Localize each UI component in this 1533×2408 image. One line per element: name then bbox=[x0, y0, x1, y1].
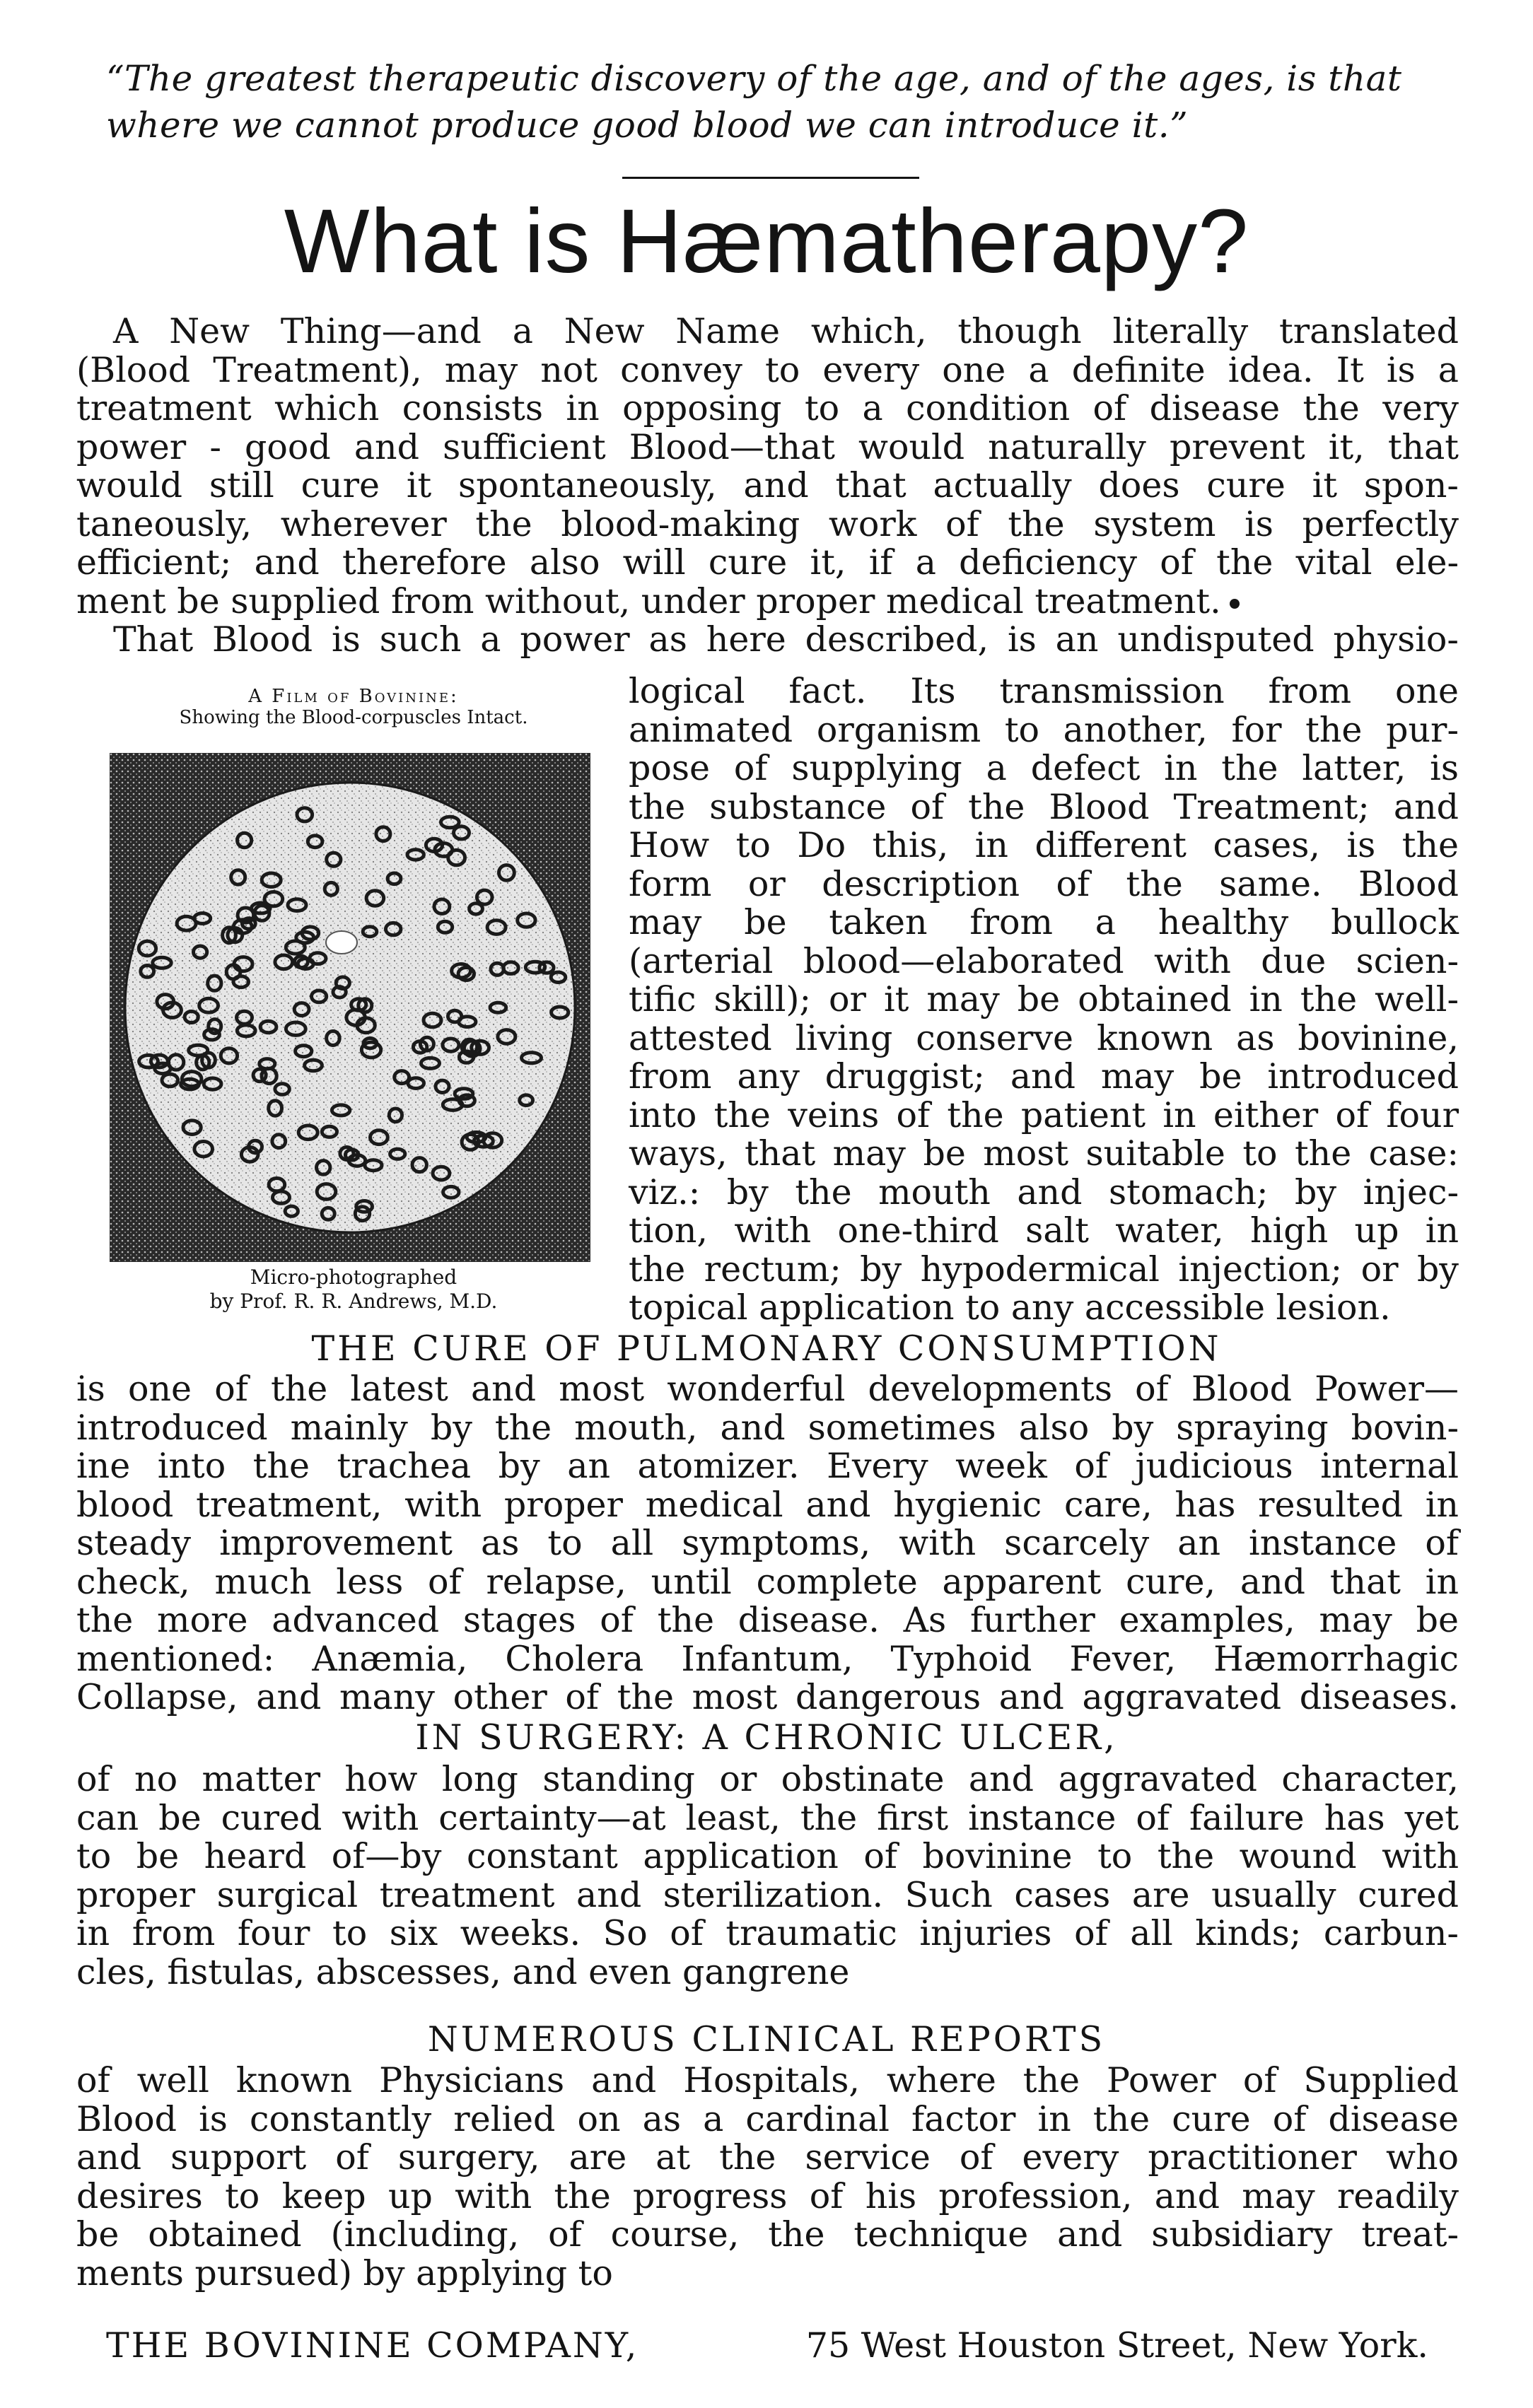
company-name: THE BOVININE COMPANY, bbox=[106, 2325, 639, 2366]
divider-rule bbox=[622, 177, 919, 179]
right-column-line: topical application to any accessible lesion. bbox=[629, 1287, 1391, 1328]
right-column-line: viz.: by the mouth and stomach; by injec- bbox=[629, 1171, 1459, 1212]
intro-line: A New Thing—and a New Name which, though literally translated bbox=[113, 311, 1459, 351]
intro-paragraph bbox=[76, 312, 1459, 660]
right-column-line: from any druggist; and may be introduced bbox=[629, 1056, 1459, 1097]
body-line: of no matter how long standing or obstinate and aggravated character, bbox=[76, 1759, 1459, 1799]
section-heading-reports: NUMEROUS CLINICAL REPORTS bbox=[427, 2019, 1106, 2059]
intro-line: (Blood Treatment), may not convey to every one a definite idea. It is a bbox=[76, 349, 1459, 390]
right-column-line: ways, that may be most suitable to the case: bbox=[629, 1133, 1459, 1174]
right-column-text bbox=[629, 672, 1459, 1328]
body-line: introduced mainly by the mouth, and sometimes also by spraying bovin- bbox=[76, 1407, 1459, 1448]
micrograph-illustration bbox=[110, 753, 590, 1262]
figure-credit bbox=[106, 1266, 601, 1314]
intro-line: taneously, wherever the blood-making work of the system is perfectly bbox=[76, 503, 1459, 544]
right-column-line: How to Do this, in different cases, is the bbox=[629, 825, 1459, 865]
intro-line: That Blood is such a power as here described, is an undisputed physio- bbox=[113, 619, 1459, 660]
intro-line: power - good and sufficient Blood—that would naturally prevent it, that bbox=[76, 426, 1459, 467]
quote-line-2: where we cannot produce good blood we can introduce it.” bbox=[106, 105, 1189, 146]
body-line: ine into the trachea by an atomizer. Every week of judicious internal bbox=[76, 1446, 1459, 1486]
body-line: proper surgical treatment and sterilization. Such cases are usually cured bbox=[76, 1874, 1459, 1915]
intro-line: treatment which consists in opposing to a condition of disease the very bbox=[76, 388, 1459, 428]
right-column-line: the rectum; by hypodermical injection; or by bbox=[629, 1249, 1459, 1290]
body-line: in from four to six weeks. So of traumatic injuries of all kinds; carbun- bbox=[76, 1913, 1459, 1953]
body-line: blood treatment, with proper medical and hygienic care, has resulted in bbox=[76, 1484, 1459, 1525]
right-column-line: attested living conserve known as bovinine, bbox=[629, 1017, 1459, 1058]
quote-line-1: “The greatest therapeutic discovery of the age, and of the ages, is that bbox=[106, 58, 1402, 99]
body-line: can be cured with certainty—at least, the first instance of failure has yet bbox=[76, 1797, 1459, 1838]
body-line: and support of surgery, are at the service of every practitioner who bbox=[76, 2137, 1459, 2178]
right-column-line: logical fact. Its transmission from one bbox=[629, 671, 1459, 711]
bullet-mark-icon bbox=[1230, 599, 1240, 609]
section-body-surgery bbox=[76, 1760, 1459, 1992]
intro-line-last bbox=[76, 580, 1459, 621]
body-line: be obtained (including, of course, the technique and subsidiary treat- bbox=[76, 2214, 1459, 2255]
right-column-line: may be taken from a healthy bullock bbox=[629, 902, 1459, 942]
right-column-line: the substance of the Blood Treatment; and bbox=[629, 786, 1459, 827]
company-address bbox=[106, 2326, 1428, 2366]
right-column-line: (arterial blood—elaborated with due scien- bbox=[629, 940, 1459, 981]
section-heading-consumption: THE CURE OF PULMONARY CONSUMPTION bbox=[311, 1328, 1222, 1369]
body-line: steady improvement as to all symptoms, with scarcely an instance of bbox=[76, 1523, 1459, 1563]
right-column-line: animated organism to another, for the pur- bbox=[629, 709, 1459, 750]
intro-line: ment be supplied from without, under proper medical treatment. bbox=[76, 580, 1221, 621]
right-column-line: pose of supplying a defect in the latter, is bbox=[629, 748, 1459, 788]
intro-line: would still cure it spontaneously, and that actually does cure it spon- bbox=[76, 465, 1459, 505]
right-column-line: form or description of the same. Blood bbox=[629, 863, 1459, 904]
clear-spot bbox=[326, 931, 357, 954]
right-column-line: tion, with one-third salt water, high up in bbox=[629, 1210, 1459, 1251]
section-body-reports bbox=[76, 2062, 1459, 2293]
figure-title: A Film of Bovinine: bbox=[248, 686, 459, 707]
section-body-consumption bbox=[76, 1370, 1459, 1717]
credit-line-1: Micro-photographed bbox=[250, 1266, 457, 1289]
page-title: What is Hæmatherapy? bbox=[284, 191, 1249, 292]
body-line: of well known Physicians and Hospitals, where the Power of Supplied bbox=[76, 2060, 1459, 2100]
section-heading-surgery: IN SURGERY: A CHRONIC ULCER, bbox=[415, 1717, 1118, 1758]
right-column-line: tific skill); or it may be obtained in the well- bbox=[629, 979, 1459, 1019]
right-column-line: into the veins of the patient in either of four bbox=[629, 1094, 1459, 1135]
body-line: Blood is constantly relied on as a cardinal factor in the cure of disease bbox=[76, 2098, 1459, 2139]
body-line: Collapse, and many other of the most dangerous and aggravated diseases. bbox=[76, 1677, 1459, 1717]
body-line: is one of the latest and most wonderful developments of Blood Power— bbox=[76, 1369, 1459, 1409]
body-line: check, much less of relapse, until complete apparent cure, and that in bbox=[76, 1561, 1459, 1602]
body-line: desires to keep up with the progress of his profession, and may readily bbox=[76, 2175, 1459, 2216]
body-line: ments pursued) by applying to bbox=[76, 2252, 613, 2293]
epigraph-quote bbox=[106, 55, 1450, 148]
street-address: 75 West Houston Street, New York. bbox=[805, 2325, 1428, 2366]
figure-subtitle: Showing the Blood-corpuscles Intact. bbox=[179, 707, 528, 728]
body-line: the more advanced stages of the disease. As further examples, may be bbox=[76, 1600, 1459, 1640]
body-line: to be heard of—by constant application of bovinine to the wound with bbox=[76, 1836, 1459, 1876]
credit-line-2: by Prof. R. R. Andrews, M.D. bbox=[209, 1290, 498, 1313]
body-line: mentioned: Anæmia, Cholera Infantum, Typhoid Fever, Hæmorrhagic bbox=[76, 1638, 1459, 1679]
micrograph-image bbox=[110, 753, 647, 1262]
intro-line: efficient; and therefore also will cure it, if a deficiency of the vital ele- bbox=[76, 542, 1459, 583]
body-line: cles, fistulas, abscesses, and even gangrene bbox=[76, 1951, 850, 1992]
